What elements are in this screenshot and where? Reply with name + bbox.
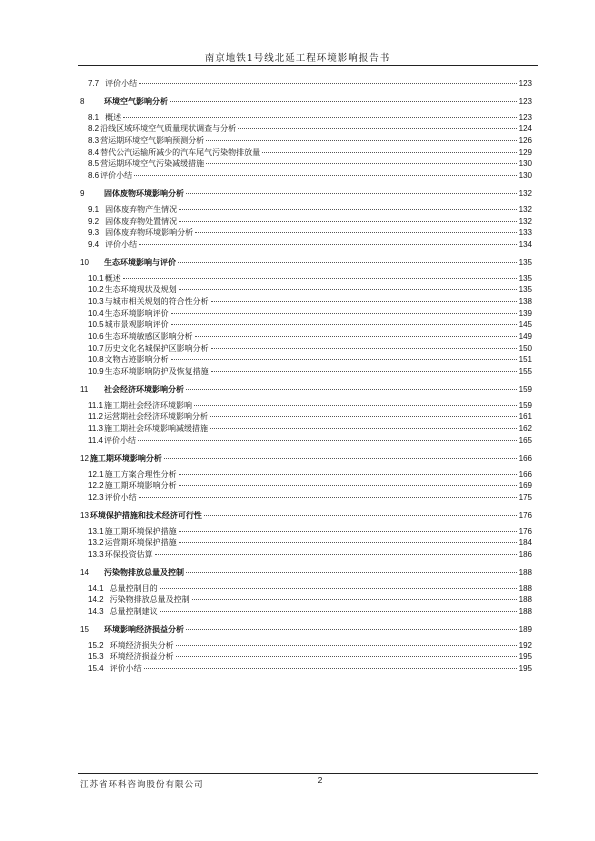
toc-entry-page: 166 — [518, 469, 532, 479]
footer-rule — [78, 773, 538, 774]
toc-dot-leader — [139, 497, 517, 498]
toc-dot-leader — [164, 458, 517, 459]
toc-entry-number: 14.2 — [88, 595, 104, 605]
toc-entry-page: 166 — [518, 453, 532, 463]
toc-entry-number: 11.2 — [88, 412, 103, 422]
toc-entry-number: 10.2 — [88, 285, 104, 295]
toc-entry-page: 188 — [518, 567, 532, 577]
toc-entry-title: 评价小结 — [103, 435, 136, 445]
toc-entry-number: 8.5 — [88, 159, 100, 169]
toc-entry-page: 176 — [518, 510, 532, 520]
toc-entry-page: 129 — [518, 147, 532, 157]
toc-entry-number: 12 — [80, 453, 89, 463]
toc-entry-number: 12.1 — [88, 469, 104, 479]
toc-entry-page: 188 — [518, 607, 532, 616]
toc-dot-leader — [123, 117, 517, 118]
toc-subsection-entry[interactable] — [80, 606, 532, 618]
toc-entry-page: 132 — [518, 216, 532, 226]
toc-subsection-entry[interactable] — [80, 537, 532, 549]
toc-entry-number: 14.1 — [88, 583, 104, 593]
toc-entry-title: 施工期社会经济环境影响 — [103, 400, 192, 410]
toc-dot-leader — [238, 128, 517, 129]
toc-entry-title: 营运期环境空气影响预测分析 — [100, 136, 205, 146]
toc-dot-leader — [186, 629, 517, 630]
toc-entry-title: 社会经济环境影响分析 — [104, 384, 184, 394]
toc-subsection-entry[interactable] — [80, 435, 532, 447]
toc-entry-title: 生态环境敏感区影响分析 — [104, 332, 193, 341]
toc-subsection-entry[interactable] — [80, 640, 532, 652]
toc-entry-number: 9.1 — [88, 204, 100, 214]
toc-dot-leader — [123, 278, 517, 279]
toc-subsection-entry[interactable] — [80, 354, 532, 366]
toc-subsection-entry[interactable] — [80, 239, 532, 251]
toc-subsection-entry[interactable] — [80, 411, 532, 423]
toc-entry-title: 生态环境现状及规划 — [104, 285, 177, 295]
toc-entry-title: 环境经济损益分析 — [109, 652, 174, 662]
toc-entry-number: 11 — [80, 384, 89, 394]
toc-subsection-entry[interactable] — [80, 400, 532, 412]
toc-entry-page: 135 — [518, 257, 532, 267]
toc-dot-leader — [179, 289, 517, 290]
toc-entry-page: 176 — [518, 526, 532, 536]
toc-subsection-entry[interactable] — [80, 147, 532, 159]
toc-subsection-entry[interactable] — [80, 423, 532, 435]
toc-entry-page: 161 — [518, 412, 532, 422]
toc-section-entry[interactable] — [80, 453, 532, 465]
toc-dot-leader — [179, 209, 517, 210]
toc-entry-page: 135 — [518, 285, 532, 295]
toc-entry-number: 12.2 — [88, 481, 104, 491]
toc-entry-title: 评价小结 — [109, 664, 142, 674]
toc-entry-number: 15.4 — [88, 664, 104, 674]
toc-entry-number: 8.2 — [88, 124, 100, 134]
toc-entry-number: 15.2 — [88, 640, 104, 650]
toc-entry-page: 159 — [518, 384, 532, 394]
toc-entry-page: 169 — [518, 481, 532, 491]
toc-section-entry[interactable] — [80, 188, 532, 200]
toc-subsection-entry[interactable] — [80, 78, 532, 90]
toc-entry-title: 施工期环境影响分析 — [89, 453, 162, 463]
toc-subsection-entry[interactable] — [80, 663, 532, 675]
toc-entry-page: 175 — [518, 492, 532, 502]
toc-entry-page: 151 — [518, 355, 532, 365]
toc-subsection-entry[interactable] — [80, 227, 532, 239]
toc-entry-number: 11.4 — [88, 435, 103, 445]
toc-dot-leader — [139, 83, 517, 84]
toc-entry-title: 营运期环境空气污染减缓措施 — [100, 159, 205, 169]
toc-entry-title: 运营期环境保护措施 — [104, 538, 177, 548]
toc-entry-title: 评价小结 — [104, 492, 137, 502]
toc-dot-leader — [206, 140, 517, 141]
toc-dot-leader — [179, 485, 517, 486]
toc-entry-title: 污染物排放总量及控制 — [104, 567, 184, 577]
toc-entry-title: 污染物排放总量及控制 — [109, 595, 190, 605]
toc-entry-page: 123 — [518, 112, 532, 122]
header-rule — [78, 65, 538, 66]
toc-dot-leader — [204, 515, 517, 516]
toc-entry-title: 评价小结 — [105, 79, 138, 88]
toc-entry-page: 195 — [518, 664, 532, 674]
toc-dot-leader — [160, 588, 517, 589]
toc-dot-leader — [195, 336, 517, 337]
toc-entry-title: 固体废弃物产生情况 — [105, 204, 178, 214]
running-header-title: 南京地铁1号线北延工程环境影响报告书 — [204, 53, 391, 64]
toc-dot-leader — [211, 348, 517, 349]
toc-section-entry[interactable] — [80, 384, 532, 396]
toc-section-entry[interactable] — [80, 257, 532, 269]
toc-dot-leader — [170, 101, 517, 102]
toc-dot-leader — [195, 232, 517, 233]
toc-entry-number: 9.2 — [88, 216, 100, 226]
toc-entry-page: 124 — [518, 124, 532, 134]
toc-subsection-entry[interactable] — [80, 273, 532, 285]
toc-dot-leader — [134, 175, 517, 176]
toc-entry-number: 11.3 — [88, 424, 103, 434]
toc-subsection-entry[interactable] — [80, 583, 532, 595]
toc-entry-title: 生态环境影响与评价 — [104, 257, 176, 267]
toc-entry-number: 14 — [80, 567, 89, 577]
toc-dot-leader — [210, 416, 517, 417]
toc-section-entry[interactable] — [80, 96, 532, 108]
toc-entry-number: 13.3 — [88, 549, 104, 559]
toc-entry-number: 11.1 — [88, 400, 103, 410]
toc-entry-title: 总量控制目的 — [109, 583, 158, 593]
toc-entry-title: 评价小结 — [100, 171, 133, 181]
toc-subsection-entry[interactable] — [80, 216, 532, 228]
toc-entry-number: 15.3 — [88, 652, 104, 662]
toc-entry-number: 10.5 — [88, 320, 104, 330]
toc-entry-page: 133 — [518, 228, 532, 238]
toc-dot-leader — [179, 531, 517, 532]
toc-entry-page: 150 — [518, 343, 532, 353]
toc-dot-leader — [206, 163, 517, 164]
toc-dot-leader — [171, 324, 517, 325]
toc-entry-title: 环保投资估算 — [104, 549, 153, 559]
toc-dot-leader — [210, 428, 517, 429]
toc-subsection-entry[interactable] — [80, 492, 532, 504]
toc-entry-page: 139 — [518, 308, 532, 318]
toc-dot-leader — [176, 645, 517, 646]
toc-entry-title: 总量控制建议 — [109, 607, 158, 616]
toc-dot-leader — [178, 262, 517, 263]
toc-entry-title: 固体废物环境影响分析 — [104, 188, 184, 198]
toc-subsection-entry[interactable] — [80, 170, 532, 182]
toc-entry-page: 135 — [518, 273, 532, 283]
toc-entry-title: 固体废弃物环境影响分析 — [105, 228, 194, 238]
toc-entry-page: 123 — [518, 79, 532, 88]
toc-dot-leader — [262, 152, 517, 153]
toc-entry-page: 149 — [518, 332, 532, 341]
toc-dot-leader — [211, 371, 517, 372]
page-number: 2 — [317, 775, 323, 785]
toc-entry-number: 10 — [80, 257, 89, 267]
toc-entry-number: 9.4 — [88, 239, 100, 249]
toc-entry-number: 10.9 — [88, 367, 104, 377]
toc-dot-leader — [186, 193, 517, 194]
toc-dot-leader — [186, 389, 517, 390]
toc-dot-leader — [176, 656, 517, 657]
toc-entry-number: 8.4 — [88, 147, 100, 157]
toc-entry-title: 施工方案合理性分析 — [104, 469, 177, 479]
toc-entry-number: 13.1 — [88, 526, 104, 536]
toc-entry-title: 环境空气影响分析 — [104, 96, 168, 106]
toc-entry-number: 12.3 — [88, 492, 104, 502]
toc-dot-leader — [160, 611, 517, 612]
toc-entry-title: 替代公汽运输所减少的汽车尾气污染物排放量 — [100, 147, 261, 157]
toc-entry-page: 159 — [518, 400, 532, 410]
toc-subsection-entry[interactable] — [80, 331, 532, 343]
toc-entry-title: 环境保护措施和技术经济可行性 — [89, 510, 202, 520]
toc-entry-title: 文物古迹影响分析 — [104, 355, 169, 365]
toc-dot-leader — [211, 301, 517, 302]
toc-entry-title: 施工期环境保护措施 — [104, 526, 177, 536]
toc-entry-page: 189 — [518, 624, 532, 634]
toc-entry-number: 15 — [80, 624, 89, 634]
toc-subsection-entry[interactable] — [80, 135, 532, 147]
toc-entry-number: 9.3 — [88, 228, 100, 238]
toc-entry-page: 188 — [518, 583, 532, 593]
toc-entry-page: 145 — [518, 320, 532, 330]
toc-entry-title: 生态环境影响评价 — [104, 308, 169, 318]
table-of-contents — [80, 78, 532, 675]
toc-entry-page: 192 — [518, 640, 532, 650]
toc-entry-title: 环境经济损失分析 — [109, 640, 174, 650]
toc-entry-title: 概述 — [105, 112, 122, 122]
toc-dot-leader — [179, 474, 517, 475]
toc-subsection-entry[interactable] — [80, 343, 532, 355]
toc-entry-title: 施工期社会环境影响减缓措施 — [103, 424, 208, 434]
toc-entry-page: 195 — [518, 652, 532, 662]
toc-entry-page: 123 — [518, 96, 532, 106]
toc-entry-page: 130 — [518, 171, 532, 181]
toc-entry-number: 8.3 — [88, 136, 100, 146]
toc-entry-page: 134 — [518, 239, 532, 249]
toc-subsection-entry[interactable] — [80, 204, 532, 216]
toc-dot-leader — [179, 542, 517, 543]
toc-subsection-entry[interactable] — [80, 112, 532, 124]
toc-entry-title: 生态环境影响防护及恢复措施 — [104, 367, 209, 377]
toc-subsection-entry[interactable] — [80, 549, 532, 561]
toc-subsection-entry[interactable] — [80, 123, 532, 135]
toc-entry-number: 10.6 — [88, 332, 104, 341]
toc-entry-number: 8.1 — [88, 112, 100, 122]
toc-entry-number: 8 — [80, 96, 85, 106]
toc-entry-page: 138 — [518, 296, 532, 306]
toc-entry-number: 9 — [80, 188, 85, 198]
toc-dot-leader — [179, 221, 517, 222]
toc-entry-page: 165 — [518, 435, 532, 445]
toc-subsection-entry[interactable] — [80, 480, 532, 492]
toc-subsection-entry[interactable] — [80, 469, 532, 481]
toc-dot-leader — [155, 554, 517, 555]
toc-subsection-entry[interactable] — [80, 296, 532, 308]
toc-entry-number: 10.7 — [88, 343, 104, 353]
toc-entry-page: 130 — [518, 159, 532, 169]
toc-section-entry[interactable] — [80, 624, 532, 636]
toc-entry-title: 评价小结 — [105, 239, 138, 249]
toc-entry-title: 历史文化名城保护区影响分析 — [104, 343, 209, 353]
toc-entry-page: 126 — [518, 136, 532, 146]
toc-subsection-entry[interactable] — [80, 319, 532, 331]
toc-dot-leader — [171, 313, 517, 314]
toc-entry-number: 14.3 — [88, 607, 104, 616]
toc-entry-page: 188 — [518, 595, 532, 605]
toc-entry-title: 与城市相关规划的符合性分析 — [104, 296, 209, 306]
toc-dot-leader — [194, 405, 517, 406]
toc-section-entry[interactable] — [80, 567, 532, 579]
toc-entry-title: 沿线区域环境空气质量现状调查与分析 — [100, 124, 237, 134]
toc-dot-leader — [186, 572, 517, 573]
toc-subsection-entry[interactable] — [80, 308, 532, 320]
toc-entry-number: 13.2 — [88, 538, 104, 548]
toc-entry-title: 施工期环境影响分析 — [104, 481, 177, 491]
footer-company: 江苏省环科咨询股份有限公司 — [80, 780, 204, 790]
toc-subsection-entry[interactable] — [80, 594, 532, 606]
toc-entry-title: 固体废弃物处置情况 — [105, 216, 178, 226]
toc-entry-title: 环境影响经济损益分析 — [104, 624, 184, 634]
toc-entry-page: 184 — [518, 538, 532, 548]
toc-entry-number: 8.6 — [88, 171, 100, 181]
toc-entry-page: 155 — [518, 367, 532, 377]
toc-subsection-entry[interactable] — [80, 158, 532, 170]
toc-entry-number: 10.8 — [88, 355, 104, 365]
toc-entry-number: 7.7 — [88, 79, 100, 88]
toc-section-entry[interactable] — [80, 510, 532, 522]
toc-subsection-entry[interactable] — [80, 526, 532, 538]
toc-entry-title: 概述 — [104, 273, 121, 283]
toc-dot-leader — [192, 599, 517, 600]
toc-subsection-entry[interactable] — [80, 651, 532, 663]
toc-entry-number: 13 — [80, 510, 89, 520]
toc-subsection-entry[interactable] — [80, 284, 532, 296]
toc-dot-leader — [138, 440, 517, 441]
toc-entry-page: 162 — [518, 424, 532, 434]
toc-entry-page: 132 — [518, 204, 532, 214]
toc-entry-title: 运营期社会经济环境影响分析 — [103, 412, 208, 422]
toc-entry-number: 10.4 — [88, 308, 104, 318]
toc-subsection-entry[interactable] — [80, 366, 532, 378]
toc-dot-leader — [139, 244, 517, 245]
toc-entry-page: 132 — [518, 188, 532, 198]
toc-entry-number: 10.1 — [88, 273, 104, 283]
toc-entry-number: 10.3 — [88, 296, 104, 306]
toc-entry-title: 城市景观影响评价 — [104, 320, 169, 330]
toc-dot-leader — [171, 359, 517, 360]
toc-entry-page: 186 — [518, 549, 532, 559]
toc-dot-leader — [144, 668, 517, 669]
